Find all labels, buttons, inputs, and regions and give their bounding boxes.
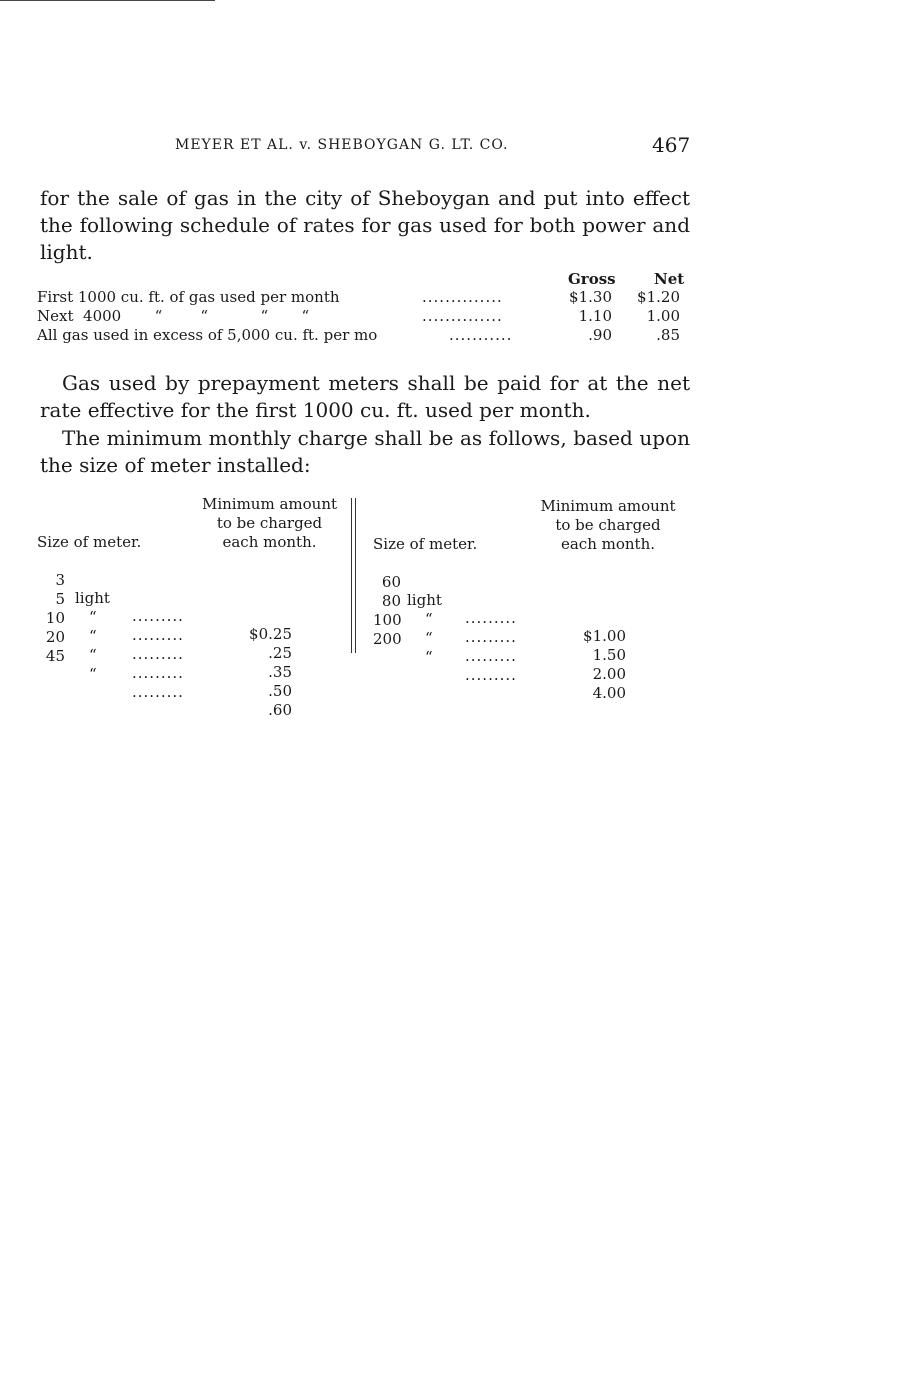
minimum-amount: .25 — [268, 644, 292, 662]
column-divider — [355, 498, 356, 653]
meter-size: 3 — [55, 571, 65, 589]
meter-unit: “ — [89, 627, 97, 645]
size-header: Size of meter. — [373, 535, 478, 553]
meter-unit: “ — [89, 665, 97, 683]
amount-header-line: each month. — [560, 535, 656, 553]
minimum-amount: 1.50 — [592, 646, 626, 664]
leader-dots: .............. — [422, 288, 503, 306]
page-number: 467 — [652, 133, 691, 157]
paragraph-minimum-charge: The minimum monthly charge shall be as follows, based upon the size of meter installed: — [40, 426, 690, 477]
leader-dots: ......... — [132, 626, 184, 644]
minimum-amount: $1.00 — [583, 627, 626, 645]
rate-row — [37, 326, 692, 345]
meter-unit: “ — [425, 610, 433, 628]
rate-net: $1.20 — [637, 288, 680, 306]
rate-gross: .90 — [588, 326, 612, 344]
leader-dots: ......... — [132, 645, 184, 663]
paragraph-rates-intro: for the sale of gas in the city of Sheboygan and put into effect the following schedule of rates for gas used for both power and light. — [40, 186, 690, 264]
leader-dots: ......... — [132, 607, 184, 625]
minimum-amount: $0.25 — [249, 625, 292, 643]
rate-desc: First 1000 cu. ft. of gas used per month — [37, 288, 340, 306]
leader-dots: ......... — [465, 609, 517, 627]
amount-header — [187, 495, 352, 552]
minimum-amount: .60 — [268, 701, 292, 719]
size-header: Size of meter. — [37, 533, 142, 551]
column-divider — [351, 498, 352, 653]
meter-size: 10 — [45, 609, 65, 627]
rate-row — [37, 307, 692, 326]
leader-dots: .............. — [422, 307, 503, 325]
meter-size: 200 — [373, 630, 402, 648]
meter-unit: light — [75, 589, 110, 607]
rate-row — [37, 288, 692, 307]
paragraph-prepayment: Gas used by prepayment meters shall be paid for at the net rate effective for the first 1000 cu. ft. used per month. — [40, 371, 690, 422]
leader-dots: ......... — [465, 628, 517, 646]
amount-header-line: each month. — [222, 533, 317, 551]
minimum-amount: 2.00 — [592, 665, 626, 683]
amount-header-line: to be charged — [555, 516, 661, 534]
meter-unit: light — [407, 591, 442, 609]
page-header — [0, 133, 897, 159]
amount-header — [518, 497, 698, 554]
rate-gross: 1.10 — [578, 307, 612, 325]
rate-net: 1.00 — [646, 307, 680, 325]
meter-size: 100 — [373, 611, 402, 629]
leader-dots: ......... — [132, 683, 184, 701]
amount-header-line: Minimum amount — [201, 495, 338, 513]
leader-dots: ........... — [449, 326, 513, 344]
minimum-amount: .50 — [268, 682, 292, 700]
minimum-amount: 4.00 — [592, 684, 626, 702]
amount-header-line: Minimum amount — [540, 497, 676, 515]
meter-unit: “ — [425, 648, 433, 666]
col-gross-header: Gross — [568, 270, 616, 288]
col-net-header: Net — [654, 270, 685, 288]
rate-desc: Next 4000 “ “ “ “ — [37, 307, 310, 325]
leader-dots: ......... — [132, 664, 184, 682]
meter-size: 60 — [381, 573, 401, 591]
rate-desc: All gas used in excess of 5,000 cu. ft. per mo — [37, 326, 378, 344]
minimum-amount: .35 — [268, 663, 292, 681]
meter-size: 5 — [55, 590, 65, 608]
meter-unit: “ — [89, 646, 97, 664]
running-head: MEYER ET AL. v. SHEBOYGAN G. LT. CO. — [175, 137, 509, 153]
meter-size: 45 — [45, 647, 65, 665]
amount-header-line: to be charged — [216, 514, 323, 532]
rate-gross: $1.30 — [569, 288, 612, 306]
meter-unit: “ — [89, 608, 97, 626]
leader-dots: ......... — [465, 647, 517, 665]
meter-unit: “ — [425, 629, 433, 647]
meter-size: 80 — [381, 592, 401, 610]
meter-size: 20 — [45, 628, 65, 646]
rate-net: .85 — [656, 326, 680, 344]
leader-dots: ......... — [465, 666, 517, 684]
